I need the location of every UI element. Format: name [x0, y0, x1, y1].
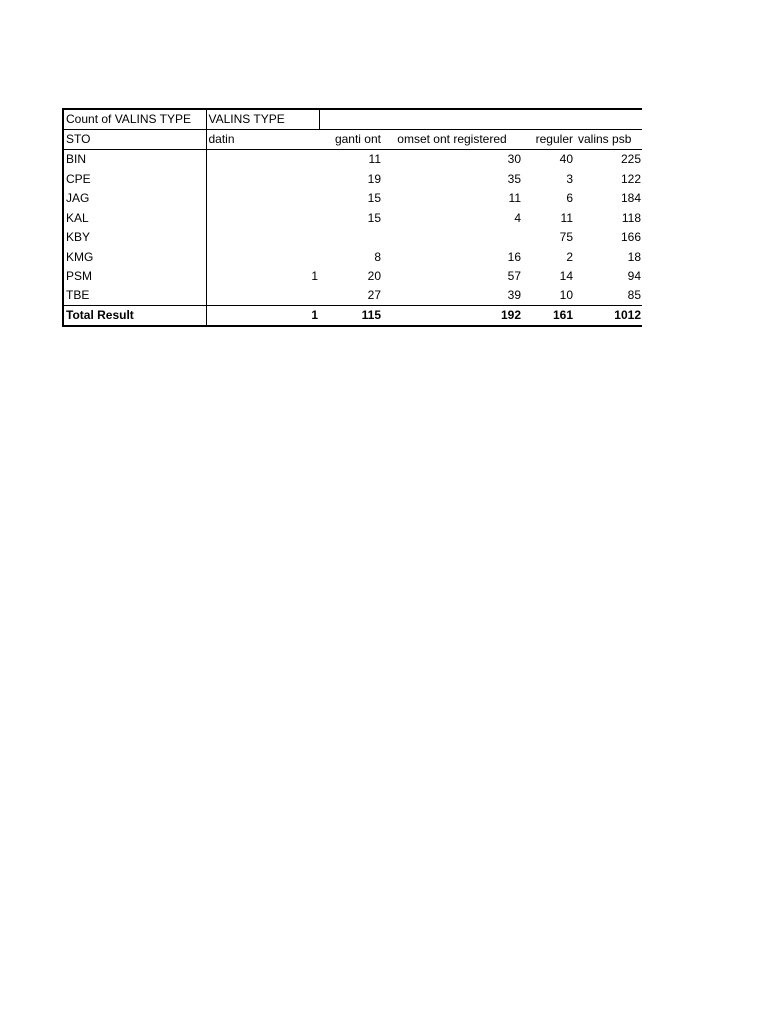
table-row: [63, 150, 642, 170]
cell-reguler[interactable]: 11: [560, 210, 573, 225]
pivot-corner-label[interactable]: Count of VALINS TYPE: [63, 109, 206, 130]
row-label[interactable]: KAL: [63, 208, 206, 228]
row-label[interactable]: TBE: [63, 286, 206, 306]
pivot-table: [62, 108, 642, 327]
total-datin[interactable]: 1: [206, 306, 319, 327]
cell-ganti-ont[interactable]: 19: [367, 171, 381, 186]
cell-datin[interactable]: [206, 247, 319, 267]
total-row: [63, 306, 642, 327]
row-label[interactable]: JAG: [63, 189, 206, 209]
column-header-ganti-ont[interactable]: ganti ont: [319, 130, 382, 150]
row-label[interactable]: CPE: [63, 169, 206, 189]
cell-valins-psb[interactable]: 118: [621, 210, 641, 225]
table-row: [63, 208, 642, 228]
total-ganti-ont[interactable]: 115: [319, 306, 382, 327]
table-row: [63, 189, 642, 209]
total-omset-ont-registered[interactable]: 192: [382, 306, 522, 327]
cell-reguler[interactable]: 3: [566, 171, 573, 186]
cell-reguler[interactable]: 40: [522, 150, 574, 170]
pivot-header-row-1: [63, 109, 642, 130]
column-header-datin[interactable]: datin: [206, 130, 319, 150]
spreadsheet-page: [62, 108, 642, 327]
cell-reguler[interactable]: 2: [566, 249, 573, 264]
column-header-valins-psb[interactable]: valins psb: [574, 130, 642, 150]
cell-ganti-ont[interactable]: 11: [319, 150, 382, 170]
total-valins-psb[interactable]: 1012: [574, 306, 642, 327]
cell-reguler[interactable]: 10: [559, 288, 573, 302]
cell-datin[interactable]: [206, 208, 319, 228]
row-label[interactable]: KMG: [63, 247, 206, 267]
table-row: [63, 169, 642, 189]
column-header-omset-ont-registered[interactable]: omset ont registered: [382, 130, 522, 150]
pivot-header-row-2: [63, 130, 642, 150]
cell-ganti-ont[interactable]: 15: [367, 210, 381, 225]
cell-omset-ont-registered[interactable]: 4: [514, 210, 521, 225]
pivot-header-filler: [319, 109, 642, 130]
cell-omset-ont-registered[interactable]: 11: [508, 191, 521, 205]
cell-valins-psb[interactable]: 94: [627, 269, 641, 283]
cell-ganti-ont[interactable]: 27: [367, 288, 381, 302]
cell-datin[interactable]: [206, 228, 319, 248]
row-label[interactable]: KBY: [63, 228, 206, 248]
cell-ganti-ont[interactable]: 15: [367, 191, 381, 205]
cell-datin[interactable]: [206, 150, 319, 170]
cell-reguler[interactable]: 6: [566, 191, 573, 205]
cell-ganti-ont[interactable]: [319, 228, 382, 248]
row-label[interactable]: BIN: [63, 150, 206, 170]
pivot-row-field[interactable]: STO: [63, 130, 206, 150]
cell-omset-ont-registered[interactable]: [382, 228, 522, 248]
cell-valins-psb[interactable]: 166: [620, 230, 641, 244]
cell-valins-psb[interactable]: 225: [574, 150, 642, 170]
cell-omset-ont-registered[interactable]: 57: [507, 269, 521, 283]
table-row: [63, 267, 642, 287]
cell-omset-ont-registered[interactable]: 16: [507, 249, 521, 264]
cell-ganti-ont[interactable]: 8: [374, 249, 381, 264]
cell-valins-psb[interactable]: 85: [627, 288, 641, 302]
table-row: [63, 247, 642, 267]
pivot-column-field[interactable]: VALINS TYPE: [206, 109, 319, 130]
cell-datin[interactable]: [206, 189, 319, 209]
cell-ganti-ont[interactable]: 20: [367, 269, 381, 283]
column-header-reguler[interactable]: reguler: [522, 130, 574, 150]
total-reguler[interactable]: 161: [522, 306, 574, 327]
cell-omset-ont-registered[interactable]: 35: [507, 171, 521, 186]
cell-reguler[interactable]: 14: [559, 269, 573, 283]
cell-valins-psb[interactable]: 122: [620, 171, 641, 186]
table-row: [63, 228, 642, 248]
cell-datin[interactable]: [206, 286, 319, 306]
cell-valins-psb[interactable]: 18: [627, 249, 641, 264]
cell-datin[interactable]: [206, 169, 319, 189]
cell-omset-ont-registered[interactable]: 30: [382, 150, 522, 170]
cell-valins-psb[interactable]: 184: [620, 191, 641, 205]
cell-omset-ont-registered[interactable]: 39: [507, 288, 521, 302]
row-label[interactable]: PSM: [63, 267, 206, 287]
cell-datin[interactable]: 1: [311, 269, 318, 283]
cell-reguler[interactable]: 75: [559, 230, 573, 244]
table-row: [63, 286, 642, 306]
total-label[interactable]: Total Result: [63, 306, 206, 327]
